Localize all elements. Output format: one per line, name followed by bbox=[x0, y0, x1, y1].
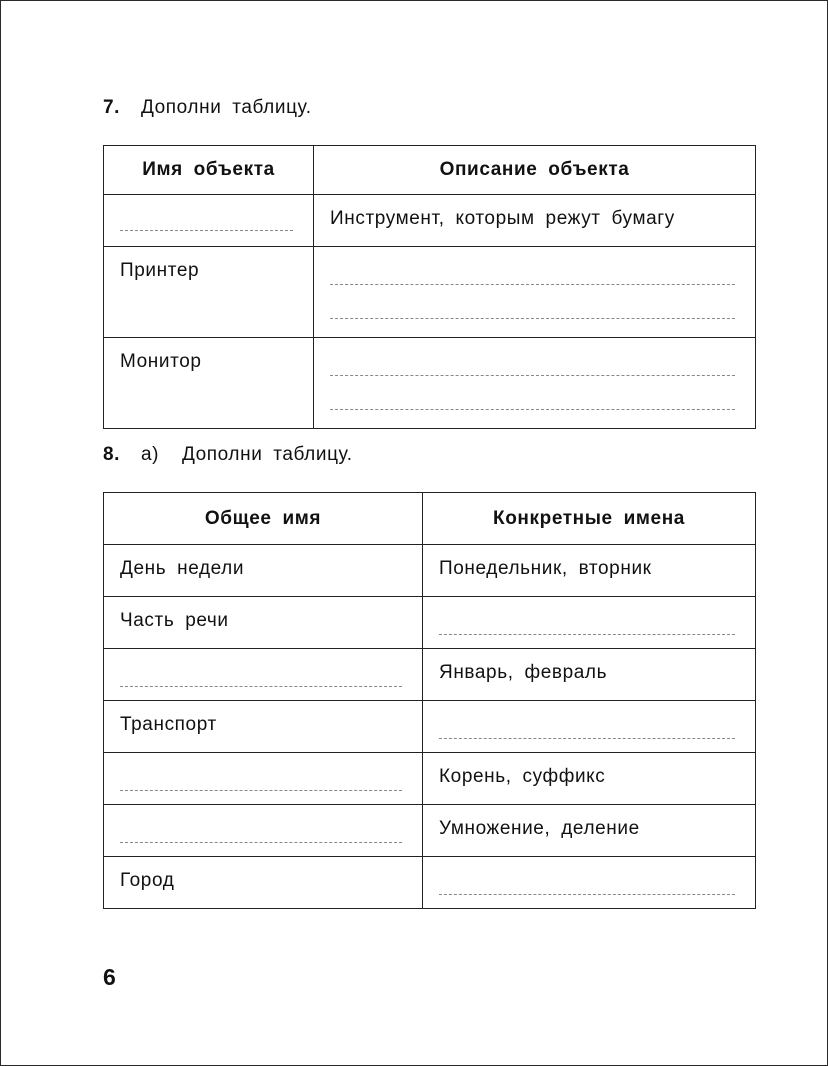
specific-names-answer-cell[interactable] bbox=[423, 857, 756, 909]
answer-line[interactable] bbox=[120, 842, 402, 843]
table-row bbox=[104, 597, 756, 649]
task-8-subitem: а) bbox=[140, 444, 160, 465]
specific-names-answer-cell[interactable] bbox=[423, 597, 756, 649]
table-row bbox=[104, 247, 756, 338]
task-8-heading bbox=[103, 444, 353, 466]
answer-line[interactable] bbox=[330, 375, 735, 376]
task-7-instruction: Дополни таблицу. bbox=[140, 97, 312, 118]
table-row bbox=[104, 805, 756, 857]
general-name-cell: Часть речи bbox=[104, 597, 423, 649]
table-header-row bbox=[104, 146, 756, 195]
object-description-cell: Инструмент, которым режут бумагу bbox=[314, 195, 756, 247]
answer-line[interactable] bbox=[330, 318, 735, 319]
object-description-answer-cell[interactable] bbox=[314, 247, 756, 338]
general-name-answer-cell[interactable] bbox=[104, 649, 423, 701]
specific-names-cell: Корень, суффикс bbox=[423, 753, 756, 805]
column-header-specific-names: Конкретные имена bbox=[423, 493, 756, 545]
answer-line[interactable] bbox=[330, 284, 735, 285]
column-header-object-description: Описание объекта bbox=[314, 146, 756, 195]
table-row bbox=[104, 195, 756, 247]
table-row bbox=[104, 338, 756, 429]
table-row bbox=[104, 753, 756, 805]
general-name-answer-cell[interactable] bbox=[104, 753, 423, 805]
specific-names-cell: Январь, февраль bbox=[423, 649, 756, 701]
general-name-answer-cell[interactable] bbox=[104, 805, 423, 857]
task-7-heading bbox=[103, 97, 312, 119]
specific-names-answer-cell[interactable] bbox=[423, 701, 756, 753]
answer-line[interactable] bbox=[330, 409, 735, 410]
answer-line[interactable] bbox=[120, 686, 402, 687]
general-name-cell: Город bbox=[104, 857, 423, 909]
answer-line[interactable] bbox=[439, 738, 735, 739]
task-8-table bbox=[103, 492, 756, 909]
column-header-general-name: Общее имя bbox=[104, 493, 423, 545]
answer-line[interactable] bbox=[120, 230, 293, 231]
table-row bbox=[104, 701, 756, 753]
specific-names-cell: Понедельник, вторник bbox=[423, 545, 756, 597]
specific-names-cell: Умножение, деление bbox=[423, 805, 756, 857]
answer-line[interactable] bbox=[120, 790, 402, 791]
column-header-object-name: Имя объекта bbox=[104, 146, 314, 195]
task-8-instruction: Дополни таблицу. bbox=[181, 444, 353, 465]
table-row bbox=[104, 857, 756, 909]
answer-line[interactable] bbox=[439, 894, 735, 895]
object-name-cell: Принтер bbox=[104, 247, 314, 338]
object-name-answer-cell[interactable] bbox=[104, 195, 314, 247]
table-row bbox=[104, 545, 756, 597]
table-row bbox=[104, 649, 756, 701]
task-7-number: 7. bbox=[103, 97, 121, 118]
general-name-cell: День недели bbox=[104, 545, 423, 597]
answer-line[interactable] bbox=[439, 634, 735, 635]
general-name-cell: Транспорт bbox=[104, 701, 423, 753]
object-name-cell: Монитор bbox=[104, 338, 314, 429]
page-number: 6 bbox=[103, 964, 116, 990]
object-description-answer-cell[interactable] bbox=[314, 338, 756, 429]
task-8-number: 8. bbox=[103, 444, 121, 465]
task-7-table bbox=[103, 145, 756, 429]
table-header-row bbox=[104, 493, 756, 545]
